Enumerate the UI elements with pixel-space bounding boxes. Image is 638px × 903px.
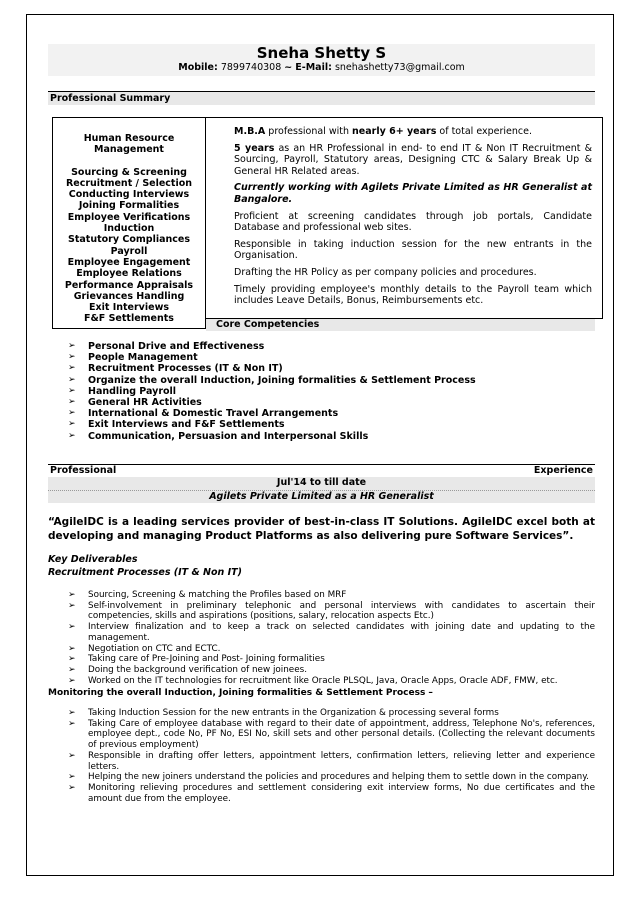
induction-item-text: Taking Induction Session for the new entrants in the Organization & processing several forms [88, 708, 499, 718]
competency-item-text: Exit Interviews and F&F Settlements [88, 419, 285, 431]
arrow-bullet-icon: ➢ [68, 352, 76, 363]
arrow-bullet-icon: ➢ [68, 782, 76, 793]
competency-item [68, 375, 476, 386]
recruitment-item-text: Taking care of Pre-Joining and Post- Joining formalities [88, 654, 325, 665]
recruitment-item-text: Sourcing, Screening & matching the Profiles based on MRF [88, 590, 347, 600]
arrow-bullet-icon: ➢ [68, 430, 76, 441]
key-deliverables-heading [48, 554, 242, 579]
competency-item [68, 408, 476, 419]
section-professional-experience [48, 464, 595, 477]
arrow-bullet-icon: ➢ [68, 643, 76, 654]
arrow-bullet-icon: ➢ [68, 385, 76, 396]
summary-item-text: 5 years [234, 142, 275, 154]
hr-skills-title: Human Resource Management [83, 133, 175, 156]
competency-item-text: Handling Payroll [88, 385, 177, 397]
arrow-bullet-icon: ➢ [68, 654, 76, 665]
competency-item-text: Recruitment Processes (IT & Non IT) [88, 363, 283, 375]
hr-skills-list [53, 167, 205, 325]
core-competencies-list [68, 341, 476, 442]
email-address: snehashetty73@gmail.com [334, 62, 465, 73]
hr-skill-item: Recruitment / Selection [65, 177, 193, 189]
section-professional-summary: Professional Summary [48, 91, 595, 105]
summary-item [234, 284, 592, 307]
summary-item [234, 267, 592, 279]
summary-item-text: Drafting the HR Policy as per company policies and procedures. [234, 266, 537, 278]
summary-item-text: Timely providing employee's monthly details to the Payroll team which includes Leave Details, Bonus, Reimbursements etc. [234, 283, 592, 307]
competency-item-text: People Management [88, 352, 198, 364]
summary-item-text: of total experience. [436, 126, 532, 137]
key-deliverables-title: Key Deliverables [48, 554, 138, 565]
arrow-bullet-icon: ➢ [68, 664, 76, 675]
competency-item [68, 363, 476, 374]
recruitment-item-text: Negotiation on CTC and ECTC. [88, 643, 221, 654]
summary-item-text: Responsible in taking induction session for the new entrants in the Organisation. [234, 238, 592, 262]
competency-item-text: Organize the overall Induction, Joining formalities & Settlement Process [88, 374, 476, 386]
summary-item-text: M.B.A [234, 126, 266, 137]
competency-item [68, 341, 476, 352]
recruitment-process-title: Recruitment Processes (IT & Non IT) [48, 566, 242, 578]
hr-skill-item: F&F Settlements [84, 313, 174, 325]
summary-item [234, 126, 592, 138]
hr-skills-box [52, 117, 206, 329]
hr-skill-item: Employee Verifications [67, 211, 191, 223]
summary-item-text: professional with [265, 126, 353, 137]
hr-skill-item: Employee Relations [76, 268, 182, 280]
recruitment-item [68, 665, 595, 676]
recruitment-item-text: Worked on the IT technologies for recruitment like Oracle PLSQL, Java, Oracle Apps, Oracle ADF, FMW, etc. [88, 675, 558, 686]
arrow-bullet-icon: ➢ [68, 772, 76, 783]
arrow-bullet-icon: ➢ [68, 718, 76, 729]
competency-item [68, 419, 476, 430]
arrow-bullet-icon: ➢ [68, 750, 76, 761]
summary-item-text: Currently working with Agilets Private Limited as HR Generalist at Bangalore. [234, 182, 592, 205]
hr-skill-item: Conducting Interviews [68, 189, 190, 201]
hr-skill-item: Joining Formalities [78, 200, 180, 212]
arrow-bullet-icon: ➢ [68, 419, 76, 430]
arrow-bullet-icon: ➢ [68, 590, 76, 600]
arrow-bullet-icon: ➢ [68, 708, 76, 718]
recruitment-item-text: Doing the background verification of new joinees. [88, 664, 308, 675]
summary-item-text: Proficient at screening candidates through job portals, Candidate Database and professional web sites. [234, 210, 592, 234]
section-core-competencies: Core Competencies [206, 319, 595, 331]
induction-list [68, 708, 595, 804]
induction-item [68, 772, 595, 783]
competency-item-text: General HR Activities [88, 397, 202, 409]
mobile-label: Mobile: [178, 62, 218, 73]
competency-item-text: International & Domestic Travel Arrangements [88, 408, 339, 420]
arrow-bullet-icon: ➢ [68, 374, 76, 385]
competency-item [68, 431, 476, 442]
summary-list [234, 126, 592, 307]
competency-item-text: Personal Drive and Effectiveness [88, 341, 265, 352]
induction-item [68, 719, 595, 751]
arrow-bullet-icon: ➢ [68, 600, 76, 611]
summary-item [234, 211, 592, 234]
contact-separator: ~ [284, 62, 293, 73]
arrow-bullet-icon: ➢ [68, 622, 76, 633]
company-description: “AgileIDC is a leading services provider of best-in-class IT Solutions. AgileIDC excel both at developing and managing Product Platforms as also delivering pure Software Services”. [48, 516, 595, 542]
experience-title-right: Experience [533, 465, 593, 476]
recruitment-item [68, 590, 595, 601]
competency-item-text: Communication, Persuasion and Interpersonal Skills [88, 430, 369, 442]
arrow-bullet-icon: ➢ [68, 408, 76, 419]
mobile-number: 7899740308 [220, 62, 282, 73]
recruitment-item-text: Interview finalization and to keep a track on selected candidates with joining date and updating to the management. [88, 622, 595, 643]
recruitment-list [68, 590, 595, 686]
competency-item [68, 397, 476, 408]
induction-item-text: Responsible in drafting offer letters, appointment letters, confirmation letters, relieving letter and experience letters. [88, 750, 595, 772]
induction-heading: Monitoring the overall Induction, Joining formalities & Settlement Process – [48, 688, 433, 698]
summary-item-text: nearly 6+ years [352, 126, 437, 137]
recruitment-item-text: Self-involvement in preliminary telephonic and personal interviews with candidates to ascertain their competencies, skills and aspirations (positions, salary, relocation aspects Etc.) [88, 600, 595, 622]
induction-item-text: Monitoring relieving procedures and settlement considering exit interview forms, No due certificates and the amount due from the employee. [88, 782, 595, 804]
arrow-bullet-icon: ➢ [68, 341, 76, 351]
summary-item-text: as an HR Professional in end- to end IT & Non IT Recruitment & Sourcing, Payroll, Statutory areas, Designing CTC & Salary Break Up & General HR Related areas. [234, 142, 592, 177]
hr-skill-item: Employee Engagement [67, 256, 191, 268]
hr-skill-item: Exit Interviews [88, 302, 169, 314]
employer-role: Agilets Private Limited as a HR Generalist [48, 490, 595, 503]
hr-skill-item: Payroll [110, 245, 148, 257]
arrow-bullet-icon: ➢ [68, 675, 76, 686]
email-label: E-Mail: [295, 62, 332, 73]
summary-item [234, 239, 592, 262]
recruitment-item [68, 644, 595, 655]
recruitment-item [68, 654, 595, 665]
contact-line [48, 62, 595, 73]
induction-item [68, 751, 595, 772]
hr-skill-item: Statutory Compliances [68, 234, 190, 246]
summary-item [234, 143, 592, 178]
competency-item [68, 386, 476, 397]
competency-item [68, 352, 476, 363]
hr-skill-item: Sourcing & Screening [71, 166, 187, 178]
induction-item [68, 708, 595, 719]
candidate-name: Sneha Shetty S [256, 44, 387, 62]
summary-box [206, 117, 603, 319]
induction-item [68, 783, 595, 804]
hr-skill-item: Performance Appraisals [64, 279, 194, 291]
hr-skill-item: Grievances Handling [73, 290, 185, 302]
recruitment-item [68, 676, 595, 687]
summary-item [234, 182, 592, 205]
employment-date: Jul'14 to till date [48, 477, 595, 490]
arrow-bullet-icon: ➢ [68, 397, 76, 408]
experience-title-left: Professional [50, 465, 117, 476]
hr-skill-item: Induction [103, 223, 155, 235]
induction-item-text: Taking Care of employee database with regard to their date of appointment, address, Telephone No's, references, employee dept., code No, PF No, ESI No, skill sets and other personal details. (Collecting the relevant documents of previous employment) [88, 718, 595, 751]
recruitment-item [68, 601, 595, 622]
arrow-bullet-icon: ➢ [68, 363, 76, 374]
induction-item-text: Helping the new joiners understand the policies and procedures and helping them to settle down in the company. [88, 772, 589, 783]
recruitment-item [68, 622, 595, 643]
